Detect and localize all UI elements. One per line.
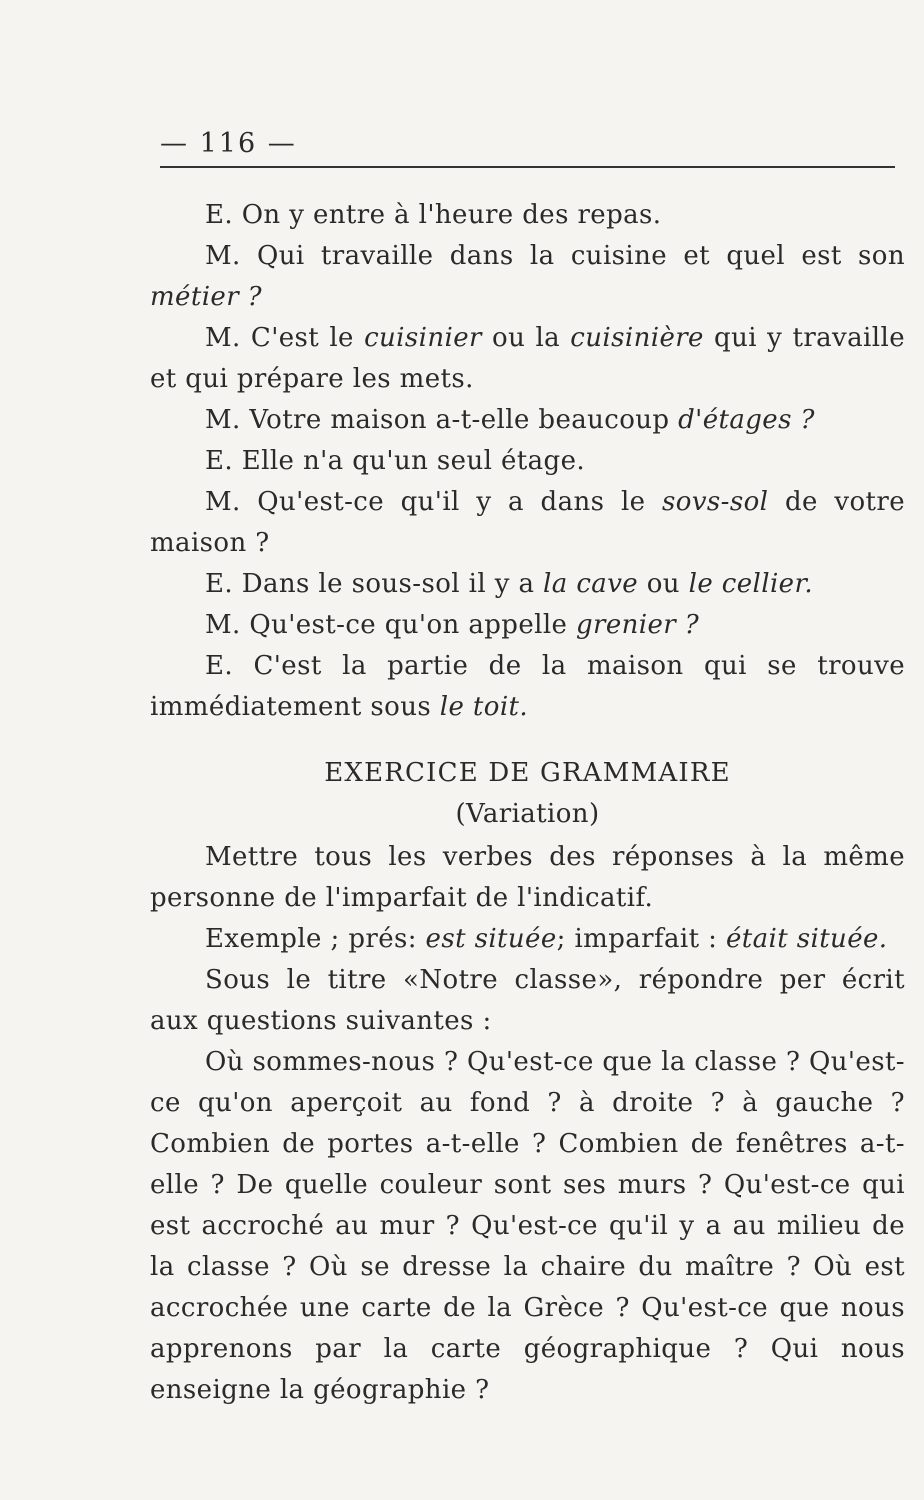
text-run: Où sommes-nous ? Qu'est-ce que la classe ? Qu'est-ce qu'on aperçoit au fond ? à droite ? à gauche ? Combien de portes a-t-elle ? Combien de fenêtres a-t-elle ? De quelle couleur sont ses murs ? Qu'est-ce qui est accroché au mur ? Qu'est-ce qu'il y a au milieu de la classe ? Où se dresse la chaire du maître ? Où est accrochée une carte de la Grèce ? Qu'est-ce que nous apprenons par la carte géographique ? Qui nous enseigne la géographie ? [150, 1047, 905, 1405]
italic-text: cuisinier [364, 323, 482, 353]
speaker-label: E. [205, 569, 242, 599]
dialogue-line [150, 564, 905, 605]
speaker-label: M. [205, 323, 251, 353]
text-run: Qu'est-ce qu'il y a dans le [257, 487, 663, 517]
italic-text: était située. [725, 924, 888, 954]
speaker-label: E. [205, 446, 242, 476]
text-run: Votre maison a-t-elle beaucoup [249, 405, 679, 435]
exercise-paragraph [150, 960, 905, 1042]
dialogue-line [150, 646, 905, 728]
speaker-label: M. [205, 241, 258, 271]
text-run: Qui travaille dans la cuisine et quel est son [257, 241, 905, 271]
text-run: ou [638, 569, 689, 599]
text-run: de votre maison ? [150, 487, 905, 558]
text-run: Elle n'a qu'un seul étage. [241, 446, 586, 476]
italic-text: le toit. [439, 692, 529, 722]
speaker-label: M. [205, 405, 250, 435]
italic-text: cuisinière [570, 323, 704, 353]
text-run: Dans le sous-sol il y a [241, 569, 544, 599]
italic-text: est située [425, 924, 557, 954]
exercise-paragraph [150, 919, 905, 960]
dialogue-line [150, 195, 905, 236]
dialogue-line [150, 236, 905, 318]
page-body [150, 195, 905, 1411]
page-number: — 116 — [160, 128, 297, 159]
text-run: C'est le [250, 323, 365, 353]
exercise-body [150, 837, 905, 1411]
header-rule [160, 166, 895, 168]
dialogue [150, 195, 905, 728]
dialogue-line [150, 400, 905, 441]
dialogue-line [150, 605, 905, 646]
text-run: ou la [481, 323, 571, 353]
speaker-label: M. [205, 487, 258, 517]
text-run: Exemple ; prés: [205, 924, 426, 954]
text-run: ; imparfait : [556, 924, 726, 954]
text-run: Mettre tous les verbes des réponses à la même personne de l'imparfait de l'indicatif. [150, 842, 905, 913]
text-run: Qu'est-ce qu'on appelle [249, 610, 576, 640]
italic-text: sovs-sol [662, 487, 769, 517]
speaker-label: M. [205, 610, 250, 640]
dialogue-line [150, 482, 905, 564]
italic-text: grenier ? [576, 610, 700, 640]
speaker-label: E. [205, 651, 254, 681]
speaker-label: E. [205, 200, 242, 230]
italic-text: la cave [543, 569, 639, 599]
exercise-title: EXERCICE DE GRAMMAIRE [324, 758, 731, 788]
dialogue-line [150, 318, 905, 400]
text-run: qui y travaille et qui prépare les mets. [150, 323, 905, 394]
italic-text: d'étages ? [678, 405, 815, 435]
exercise-paragraph [150, 1042, 905, 1411]
text-run: C'est la partie de la maison qui se trouve immédiatement sous [150, 651, 905, 722]
text-run: Sous le titre «Notre classe», répondre per écrit aux questions suivantes : [150, 965, 905, 1036]
italic-text: métier ? [150, 282, 263, 312]
text-run: On y entre à l'heure des repas. [241, 200, 662, 230]
italic-text: le cellier. [688, 569, 814, 599]
exercise-subtitle: (Variation) [455, 799, 600, 829]
exercise-paragraph [150, 837, 905, 919]
dialogue-line [150, 441, 905, 482]
